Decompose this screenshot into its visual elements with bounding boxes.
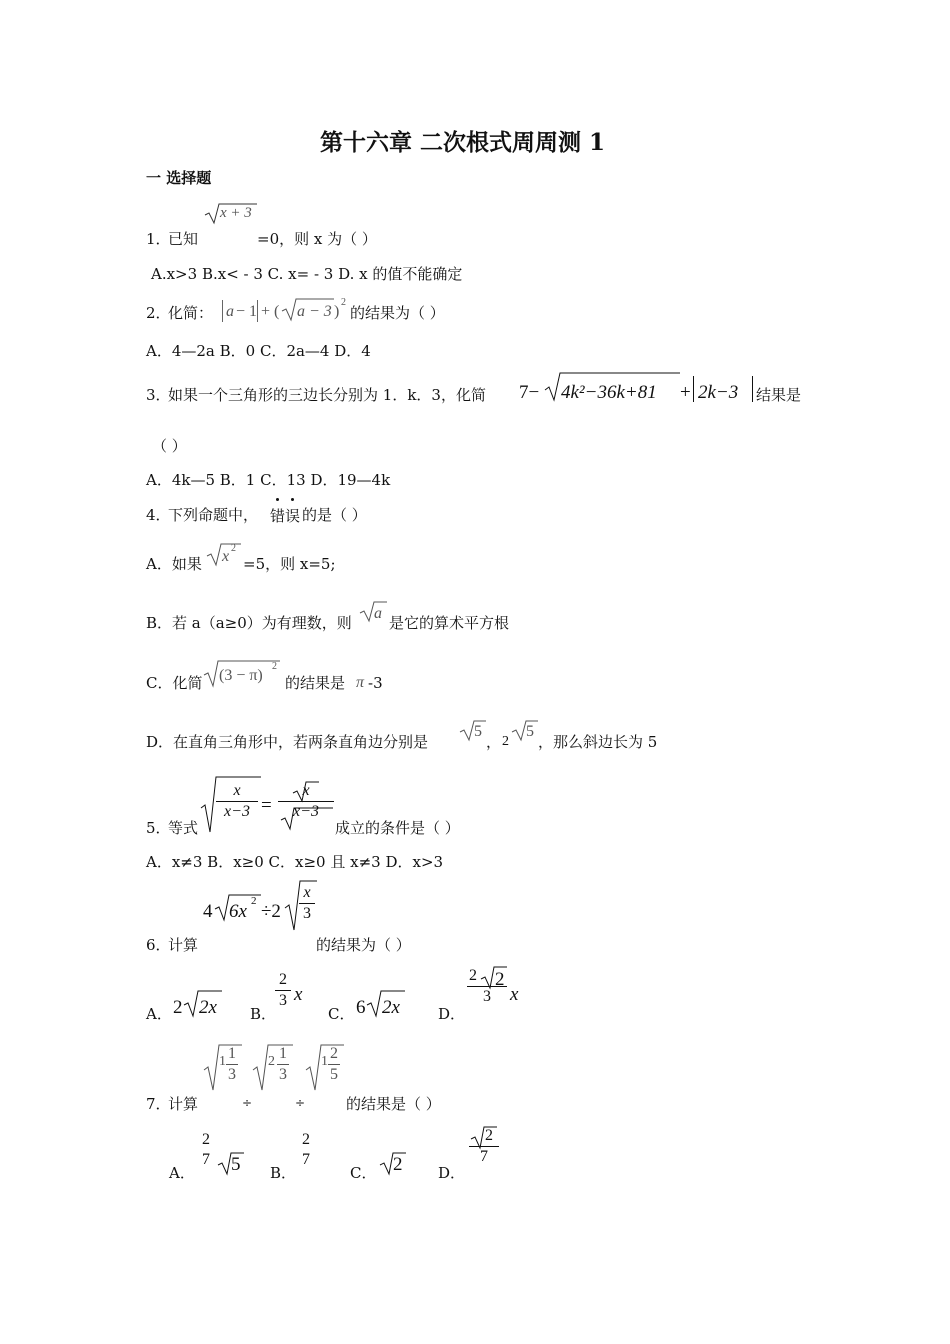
answer-options: A.x>3 B.x< - 3 C. x= - 3 D. x 的值不能确定	[151, 265, 463, 283]
denominator: 3	[483, 988, 491, 1005]
answer-options: A．4—2a B．0 C．2a—4 D．4	[146, 342, 371, 360]
math-text: − 1	[236, 303, 258, 320]
radical-sign	[460, 720, 486, 742]
option-d-label: D．	[438, 1005, 466, 1023]
denominator: 3	[228, 1066, 236, 1083]
option-a-text: =5，则 x=5;	[243, 555, 336, 573]
question-number: 3．	[146, 386, 171, 404]
radicand: 5	[231, 1154, 241, 1175]
fraction	[226, 1046, 238, 1083]
denominator: x−3	[224, 803, 250, 820]
numerator: x	[233, 782, 241, 799]
section-heading: 一 选择题	[146, 169, 212, 187]
math-var: a	[226, 303, 234, 320]
exponent: 2	[231, 543, 236, 554]
option-d-text: ，	[486, 733, 502, 751]
exponent: 2	[251, 895, 257, 907]
emphasized-word: 错误	[270, 507, 301, 525]
numerator: x	[303, 884, 311, 901]
answer-options: A．4k—5 B．1 C．13 D．19—4k	[146, 471, 391, 489]
question-stem: 等式	[168, 819, 199, 837]
question-stem-suffix: 的结果是（ ）	[346, 1095, 441, 1113]
question-stem-suffix: 的结果为（ ）	[350, 304, 445, 322]
question-stem-suffix: 成立的条件是（ ）	[335, 819, 460, 837]
fraction	[216, 783, 258, 820]
question-stem-suffix: 的是（ ）	[302, 506, 367, 524]
abs-bar-right	[752, 376, 753, 402]
mixed-whole: 1	[321, 1054, 328, 1069]
question-stem: 计算	[168, 1095, 199, 1113]
math-text: =	[261, 795, 272, 816]
radicand: 2	[495, 969, 505, 990]
mixed-whole: 1	[219, 1054, 226, 1069]
division-sign: ÷	[295, 1096, 306, 1110]
denominator: 3	[279, 1066, 287, 1083]
exponent: 2	[341, 297, 346, 308]
question-number: 1．	[146, 230, 171, 248]
abs-bar-right	[257, 300, 258, 322]
question-stem: 化简：	[168, 304, 214, 322]
numerator: 1	[279, 1045, 287, 1062]
numerator: x	[302, 782, 310, 799]
radicand: a	[374, 605, 382, 622]
radicand: x + 3	[220, 205, 252, 221]
denominator: 7	[202, 1151, 210, 1168]
math-text: 4	[203, 901, 213, 922]
option-d-label: D．在直角三角形中，若两条直角边分别是	[146, 733, 429, 751]
math-text: 2	[502, 734, 509, 749]
radical-sign	[471, 1126, 497, 1150]
numerator: 2	[279, 971, 287, 988]
numerator: 2	[485, 1127, 493, 1144]
question-number: 2．	[146, 304, 171, 322]
radicand: 6x	[229, 901, 247, 922]
question-stem-suffix: 结果是	[756, 386, 802, 404]
question-number: 7．	[146, 1095, 171, 1113]
abs-bar-left	[222, 300, 223, 322]
math-text: 6	[356, 997, 366, 1018]
radical-sign	[293, 781, 319, 803]
question-stem-suffix: 的结果为（ ）	[316, 936, 411, 954]
mixed-whole: 2	[268, 1054, 275, 1069]
fraction	[198, 1132, 214, 1168]
math-var: x	[510, 984, 519, 1005]
numerator: 2	[202, 1131, 210, 1148]
option-b-text: 是它的算术平方根	[389, 614, 510, 632]
math-expr: 2k−3	[698, 382, 739, 403]
coefficient: 2	[469, 967, 477, 984]
question-stem: 如果一个三角形的三边长分别为 1．k．3，化简	[168, 386, 486, 404]
question-stem: 计算	[168, 936, 199, 954]
option-a-label: A．	[146, 1005, 172, 1023]
question-number: 6．	[146, 936, 171, 954]
radicand: 5	[526, 723, 534, 740]
option-a-label: A．	[169, 1164, 195, 1182]
answer-paren: （ ）	[152, 437, 187, 455]
radicand: 4k²−36k+81	[561, 382, 657, 403]
option-d-label: D．	[438, 1164, 466, 1182]
numerator: 2	[330, 1045, 338, 1062]
math-var: x	[294, 984, 303, 1005]
radical-sign	[512, 720, 538, 742]
numerator: 2	[302, 1131, 310, 1148]
radicand: 5	[474, 723, 482, 740]
numerator: 1	[228, 1045, 236, 1062]
question-stem: 已知	[168, 230, 199, 248]
math-text: 2	[173, 997, 183, 1018]
question-number: 5．	[146, 819, 171, 837]
denominator: x−3	[293, 803, 319, 820]
math-text: + (	[261, 303, 280, 320]
option-a-label: A．如果	[146, 555, 202, 573]
question-stem-suffix: =0，则 x 为（ ）	[257, 230, 377, 248]
radicand: 2x	[199, 997, 217, 1018]
option-c-label: C．	[350, 1164, 377, 1182]
option-b-label: B．	[270, 1164, 297, 1182]
math-text: +	[680, 382, 691, 403]
option-d-text: ，那么斜边长为 5	[538, 733, 658, 751]
option-b-label: B．若 a（a≥0）为有理数，则	[146, 614, 352, 632]
fraction	[299, 885, 315, 922]
division-sign: ÷	[242, 1096, 253, 1110]
radicand: (3 − π)	[219, 667, 263, 684]
fraction	[275, 972, 291, 1009]
option-c-label: C．化简	[146, 674, 203, 692]
option-c-text: -3	[368, 674, 383, 692]
fraction	[328, 1046, 340, 1083]
fraction	[277, 1046, 289, 1083]
emphasis-dot	[276, 498, 279, 501]
denominator: 7	[480, 1148, 488, 1165]
option-c-label: C．	[328, 1005, 355, 1023]
emphasis-dot	[291, 498, 294, 501]
math-var: π	[356, 674, 365, 691]
radicand: x	[222, 548, 230, 565]
radicand: a − 3	[297, 303, 332, 320]
denominator: 3	[279, 992, 287, 1009]
denominator: 3	[303, 905, 311, 922]
radical-sign	[281, 807, 333, 831]
math-text: 7−	[519, 382, 540, 403]
option-b-label: B．	[250, 1005, 277, 1023]
answer-options: A．x≠3 B．x≥0 C．x≥0 且 x≠3 D．x>3	[146, 853, 444, 871]
math-text: ÷2	[261, 901, 281, 922]
page-title: 第十六章 二次根式周周测 1	[320, 129, 606, 156]
option-c-text: 的结果是	[285, 674, 346, 692]
fraction	[298, 1132, 314, 1168]
question-stem: 下列命题中，	[168, 506, 259, 524]
exponent: 2	[272, 661, 277, 672]
radicand: 2x	[382, 997, 400, 1018]
math-text: )	[334, 303, 340, 320]
radicand: 2	[393, 1154, 403, 1175]
denominator: 7	[302, 1151, 310, 1168]
denominator: 5	[330, 1066, 338, 1083]
abs-bar-left	[693, 376, 694, 402]
question-number: 4．	[146, 506, 171, 524]
